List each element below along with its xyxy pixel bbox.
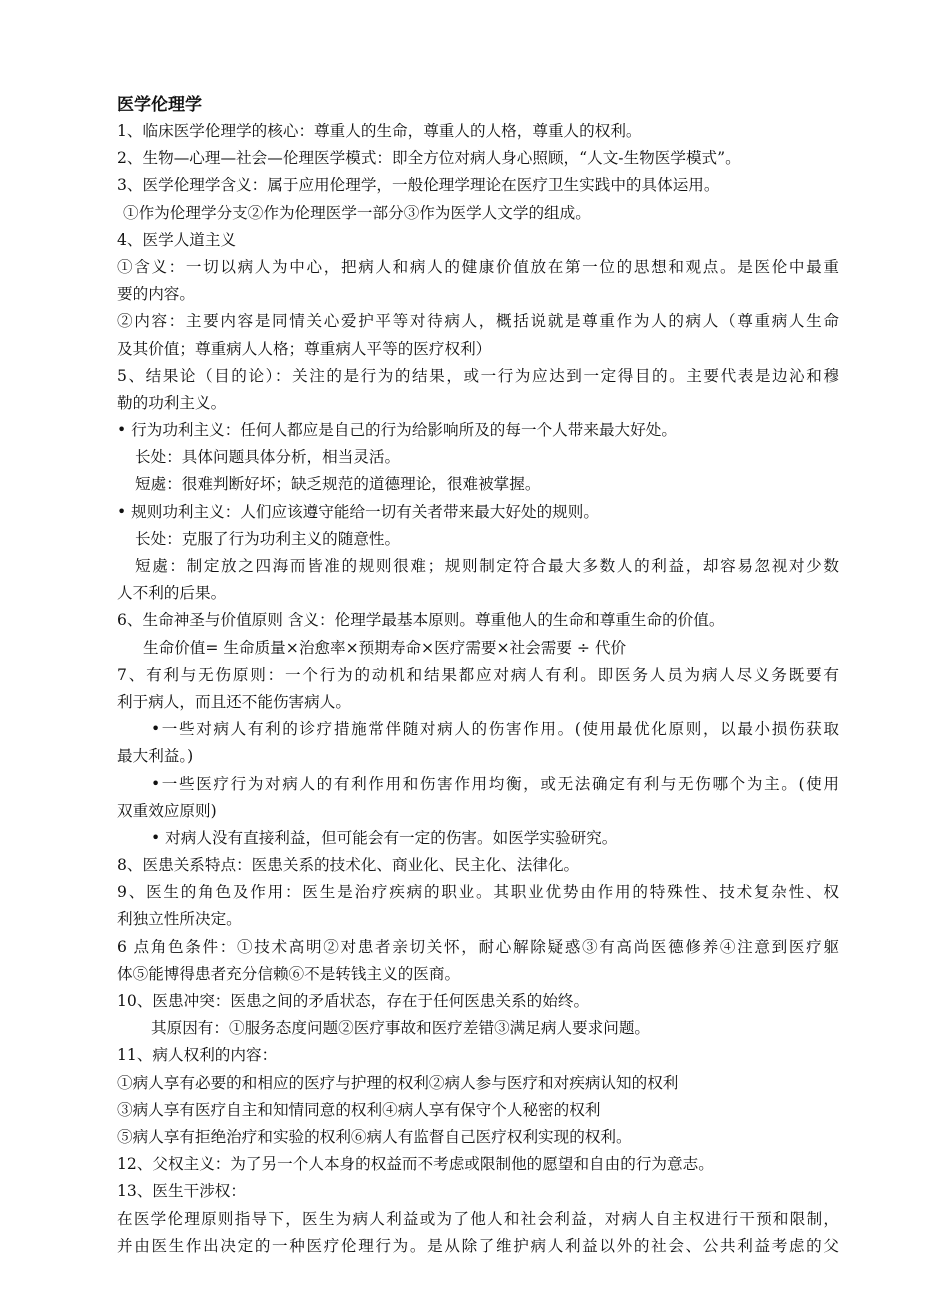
text-line: 其原因有：①服务态度问题②医疗事故和医疗差错③满足病人要求问题。: [151, 1019, 651, 1038]
text-line: 双重效应原则): [117, 801, 217, 820]
text-line: 6 点角色条件：①技术高明②对患者亲切关怀，耐心解除疑惑③有高尚医德修养④注意到医疗躯: [117, 937, 839, 956]
text-line: 12、父权主义：为了另一个人本身的权益而不考虑或限制他的愿望和自由的行为意志。: [117, 1155, 714, 1174]
text-line: 在医学伦理原则指导下，医生为病人利益或为了他人和社会利益，对病人自主权进行干预和限制，: [117, 1209, 839, 1228]
text-line: 短處：很难判断好坏；缺乏规范的道德理论，很难被掌握。: [135, 475, 541, 494]
text-line: 6、生命神圣与价值原则 含义：伦理学最基本原则。尊重他人的生命和尊重生命的价值。: [117, 611, 725, 630]
bullet-item: •一些对病人有利的诊疗措施常伴随对病人的伤害作用。(使用最优化原则，以最小损伤获取: [151, 720, 839, 739]
bullet-item: • 行为功利主义：任何人都应是自己的行为给影响所及的每一个人带来最大好处。: [117, 421, 677, 440]
text-line: ②内容：主要内容是同情关心爱护平等对待病人，概括说就是尊重作为人的病人（尊重病人生命: [117, 312, 839, 331]
text-line: 长处：克服了行为功利主义的随意性。: [135, 529, 401, 548]
text-line: 利独立性所决定。: [117, 910, 242, 929]
text-line: 10、医患冲突：医患之间的矛盾状态，存在于任何医患关系的始终。: [117, 992, 590, 1010]
text-line: 勒的功利主义。: [117, 393, 227, 412]
text-line: ⑤病人享有拒绝治疗和实验的权利⑥病人有监督自己医疗权利实现的权利。: [117, 1127, 632, 1146]
text-line: ①作为伦理学分支②作为伦理医学一部分③作为医学人文学的组成。: [123, 203, 591, 222]
text-line: 9、医生的角色及作用：医生是治疗疾病的职业。其职业优势由作用的特殊性、技术复杂性、权: [117, 883, 839, 902]
text-line: 体⑤能博得患者充分信赖⑥不是转钱主义的医商。: [117, 964, 461, 983]
text-line: 要的内容。: [117, 285, 195, 304]
section-heading: 11、病人权利的内容：: [117, 1046, 278, 1065]
text-line: 短處：制定放之四海而皆准的规则很难；规则制定符合最大多数人的利益，却容易忽视对少数: [135, 557, 839, 575]
text-line: 3、医学伦理学含义：属于应用伦理学，一般伦理学理论在医疗卫生实践中的具体运用。: [117, 176, 720, 195]
bullet-item: • 规则功利主义：人们应该遵守能给一切有关者带来最大好处的规则。: [117, 502, 599, 521]
text-line: 及其价值；尊重病人人格；尊重病人平等的医疗权利）: [117, 339, 492, 358]
text-line: 利于病人，而且还不能伤害病人。: [117, 692, 351, 711]
document-title: 医学伦理学: [117, 95, 202, 115]
text-line: 长处：具体问题具体分析，相当灵活。: [135, 448, 401, 467]
text-line: ③病人享有医疗自主和知情同意的权利④病人享有保守个人秘密的权利: [117, 1100, 601, 1119]
text-line: 8、医患关系特点：医患关系的技术化、商业化、民主化、法律化。: [117, 856, 580, 875]
text-line: 2、生物—心理—社会—伦理医学模式：即全方位对病人身心照顾，“人文-生物医学模式”。: [117, 149, 741, 168]
text-line: 人不利的后果。: [117, 584, 227, 603]
text-line: 并由医生作出决定的一种医疗伦理行为。是从除了维护病人利益以外的社会、公共利益考虑的父: [117, 1236, 839, 1255]
text-line: 5、结果论（目的论）：关注的是行为的结果，或一行为应达到一定得目的。主要代表是边沁和穆: [117, 366, 839, 385]
bullet-item: • 对病人没有直接利益，但可能会有一定的伤害。如医学实验研究。: [151, 828, 618, 847]
bullet-item: •一些医疗行为对病人的有利作用和伤害作用均衡，或无法确定有利与无伤哪个为主。(使用: [151, 774, 839, 793]
text-line: ①含义：一切以病人为中心，把病人和病人的健康价值放在第一位的思想和观点。是医伦中最重: [117, 257, 839, 276]
document-body: [117, 92, 839, 1260]
text-line: ①病人享有必要的和相应的医疗与护理的权利②病人参与医疗和对疾病认知的权利: [117, 1073, 679, 1092]
section-heading: 13、医生干涉权：: [117, 1182, 246, 1201]
text-line: 最大利益。): [117, 747, 194, 766]
text-line: 7、有利与无伤原则：一个行为的动机和结果都应对病人有利。即医务人员为病人尽义务既要有: [117, 665, 839, 684]
formula-line: 生命价值= 生命质量×治愈率×预期寿命×医疗需要×社会需要 ÷ 代价: [143, 638, 627, 657]
section-heading: 4、医学人道主义: [117, 230, 237, 249]
text-line: 1、临床医学伦理学的核心：尊重人的生命，尊重人的人格，尊重人的权利。: [117, 122, 642, 140]
